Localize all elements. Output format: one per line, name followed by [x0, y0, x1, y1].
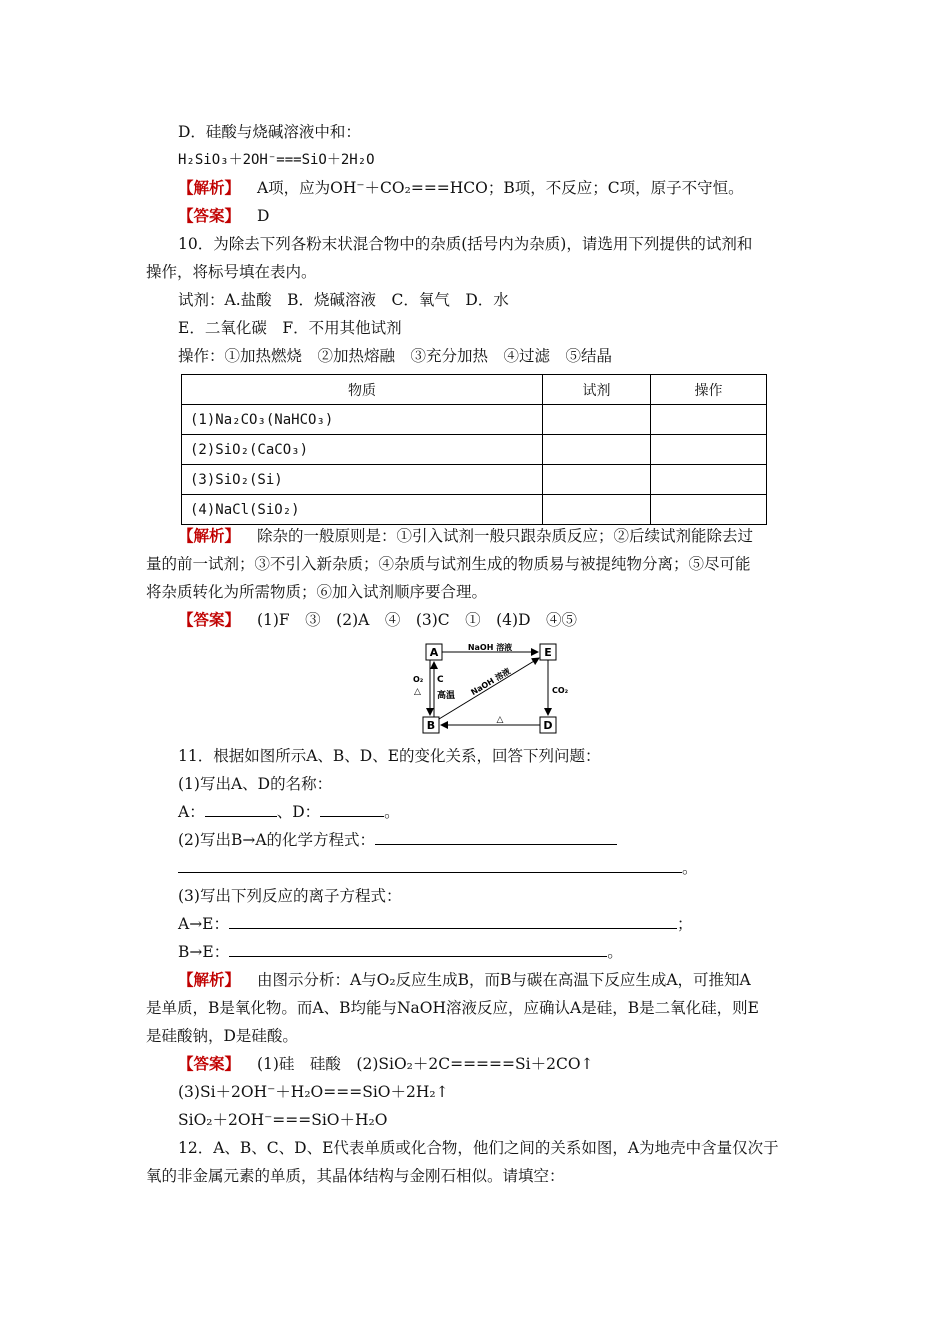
svg-text:B: B [426, 719, 436, 732]
arrow-b-e [439, 658, 539, 719]
header-reagent: 试剂 [543, 375, 651, 405]
label-a: A： [178, 803, 205, 821]
blank-b-e[interactable] [229, 942, 607, 957]
end-mark: 。 [384, 803, 400, 821]
node-d [540, 717, 556, 733]
table-row [182, 495, 767, 525]
label-b-a-1: C [437, 675, 444, 685]
cell-substance: (3)SiO₂(Si) [182, 465, 543, 495]
q12-stem-2: 氧的非金属元素的单质，其晶体结构与金刚石相似。请填空： [146, 1167, 565, 1185]
cell-substance: (2)SiO₂(CaCO₃) [182, 435, 543, 465]
cell-operation[interactable] [651, 465, 767, 495]
q10-operations: 操作：①加热燃烧 ②加热熔融 ③充分加热 ④过滤 ⑤结晶 [178, 347, 613, 365]
q11-part3: (3)写出下列反应的离子方程式： [178, 887, 402, 905]
answer-line [178, 206, 269, 226]
q10-reagents-1: 试剂：A.盐酸 B．烧碱溶液 C．氧气 D．水 [178, 291, 509, 309]
label-a-b-2: △ [414, 687, 421, 697]
equation: H₂SiO₃＋2OH⁻===SiO＋2H₂O [178, 152, 375, 168]
node-a [426, 644, 442, 660]
header-substance: 物质 [182, 375, 543, 405]
q11-part3-be [178, 942, 623, 962]
q11-answer-1 [178, 1054, 594, 1074]
end-mark: 。 [682, 859, 698, 877]
q10-reagents-2: E．二氧化碳 F．不用其他试剂 [178, 319, 402, 337]
answer-tag: 【答案】 [178, 1055, 241, 1073]
cell-reagent[interactable] [543, 495, 651, 525]
label-d: 、D： [276, 803, 321, 821]
analysis-text: A项，应为OH⁻＋CO₂===HCO；B项，不反应；C项，原子不守恒。 [256, 179, 744, 197]
analysis-text: 除杂的一般原则是：①引入试剂一般只跟杂质反应；②后续试剂能除去过 [256, 527, 753, 545]
table-row [182, 405, 767, 435]
analysis-line [178, 178, 744, 198]
q11-answer-2: (3)Si＋2OH⁻＋H₂O===SiO＋2H₂↑ [178, 1083, 449, 1101]
blank-b-a-2[interactable] [178, 858, 682, 873]
label-d-b: △ [496, 715, 504, 725]
svg-text:E: E [544, 646, 552, 659]
q11-part2 [178, 830, 617, 850]
q10-analysis-2: 量的前一试剂；③不引入新杂质；④杂质与试剂生成的物质易与被提纯物分离；⑤尽可能 [146, 555, 751, 573]
label-b-e: B→E： [178, 943, 230, 961]
q10-answer [178, 610, 577, 630]
label-a-e: NaOH 溶液 [467, 643, 513, 652]
q10-analysis-1 [178, 526, 753, 546]
answer-text: D [256, 207, 270, 225]
q11-analysis-1 [178, 970, 751, 990]
svg-text:D: D [543, 719, 553, 732]
answer-text: (1)F ③ (2)A ④ (3)C ① (4)D ④⑤ [256, 611, 578, 629]
cell-substance: (4)NaCl(SiO₂) [182, 495, 543, 525]
q11-analysis-2: 是单质，B是氧化物。而A、B均能与NaOH溶液反应，应确认A是硅，B是二氧化硅，则E [146, 999, 759, 1017]
blank-a[interactable] [205, 802, 277, 817]
analysis-tag: 【解析】 [178, 971, 241, 989]
part2-label: (2)写出B→A的化学方程式： [178, 831, 376, 849]
cell-reagent[interactable] [543, 465, 651, 495]
node-e [540, 644, 556, 660]
table-row [182, 435, 767, 465]
table-row [182, 465, 767, 495]
analysis-tag: 【解析】 [178, 527, 241, 545]
cell-operation[interactable] [651, 435, 767, 465]
q11-part3-ae [178, 914, 693, 934]
end-mark: ； [677, 915, 693, 933]
analysis-text: 由图示分析：A与O₂反应生成B，而B与碳在高温下反应生成A，可推知A [256, 971, 751, 989]
svg-text:A: A [429, 646, 439, 659]
reaction-diagram [410, 640, 570, 738]
cell-operation[interactable] [651, 405, 767, 435]
q10-stem-2: 操作，将标号填在表内。 [146, 263, 317, 281]
q11-analysis-3: 是硅酸钠，D是硅酸。 [146, 1027, 298, 1045]
node-b [423, 717, 439, 733]
analysis-tag: 【解析】 [178, 179, 241, 197]
option-d: D．硅酸与烧碱溶液中和： [178, 123, 361, 141]
q10-analysis-3: 将杂质转化为所需物质；⑥加入试剂顺序要合理。 [146, 583, 488, 601]
end-mark: 。 [607, 943, 623, 961]
blank-a-e[interactable] [229, 914, 677, 929]
q11-part2-cont [178, 858, 698, 878]
label-b-e: NaOH 溶液 [469, 666, 513, 698]
table-header-row [182, 375, 767, 405]
q11-part1: (1)写出A、D的名称： [178, 775, 333, 793]
cell-reagent[interactable] [543, 435, 651, 465]
blank-d[interactable] [320, 802, 384, 817]
cell-reagent[interactable] [543, 405, 651, 435]
q10-stem-1: 10．为除去下列各粉末状混合物中的杂质(括号内为杂质)，请选用下列提供的试剂和 [178, 235, 753, 253]
answer-text: (1)硅 硅酸 (2)SiO₂＋2C=====Si＋2CO↑ [256, 1055, 594, 1073]
q11-answer-3: SiO₂＋2OH⁻===SiO＋H₂O [178, 1111, 388, 1129]
label-a-e: A→E： [178, 915, 229, 933]
header-operation: 操作 [651, 375, 767, 405]
blank-b-a-1[interactable] [375, 830, 617, 845]
reagent-table [181, 374, 767, 525]
q11-part1-fill [178, 802, 400, 822]
cell-substance: (1)Na₂CO₃(NaHCO₃) [182, 405, 543, 435]
q12-stem-1: 12．A、B、C、D、E代表单质或化合物，他们之间的关系如图，A为地壳中含量仅次于 [178, 1139, 779, 1157]
answer-tag: 【答案】 [178, 207, 241, 225]
label-a-b-1: O₂ [413, 675, 424, 684]
label-b-a-2: 高温 [437, 691, 456, 701]
cell-operation[interactable] [651, 495, 767, 525]
answer-tag: 【答案】 [178, 611, 241, 629]
q11-stem: 11．根据如图所示A、B、D、E的变化关系，回答下列问题： [178, 747, 601, 765]
label-e-d: CO₂ [552, 686, 569, 695]
